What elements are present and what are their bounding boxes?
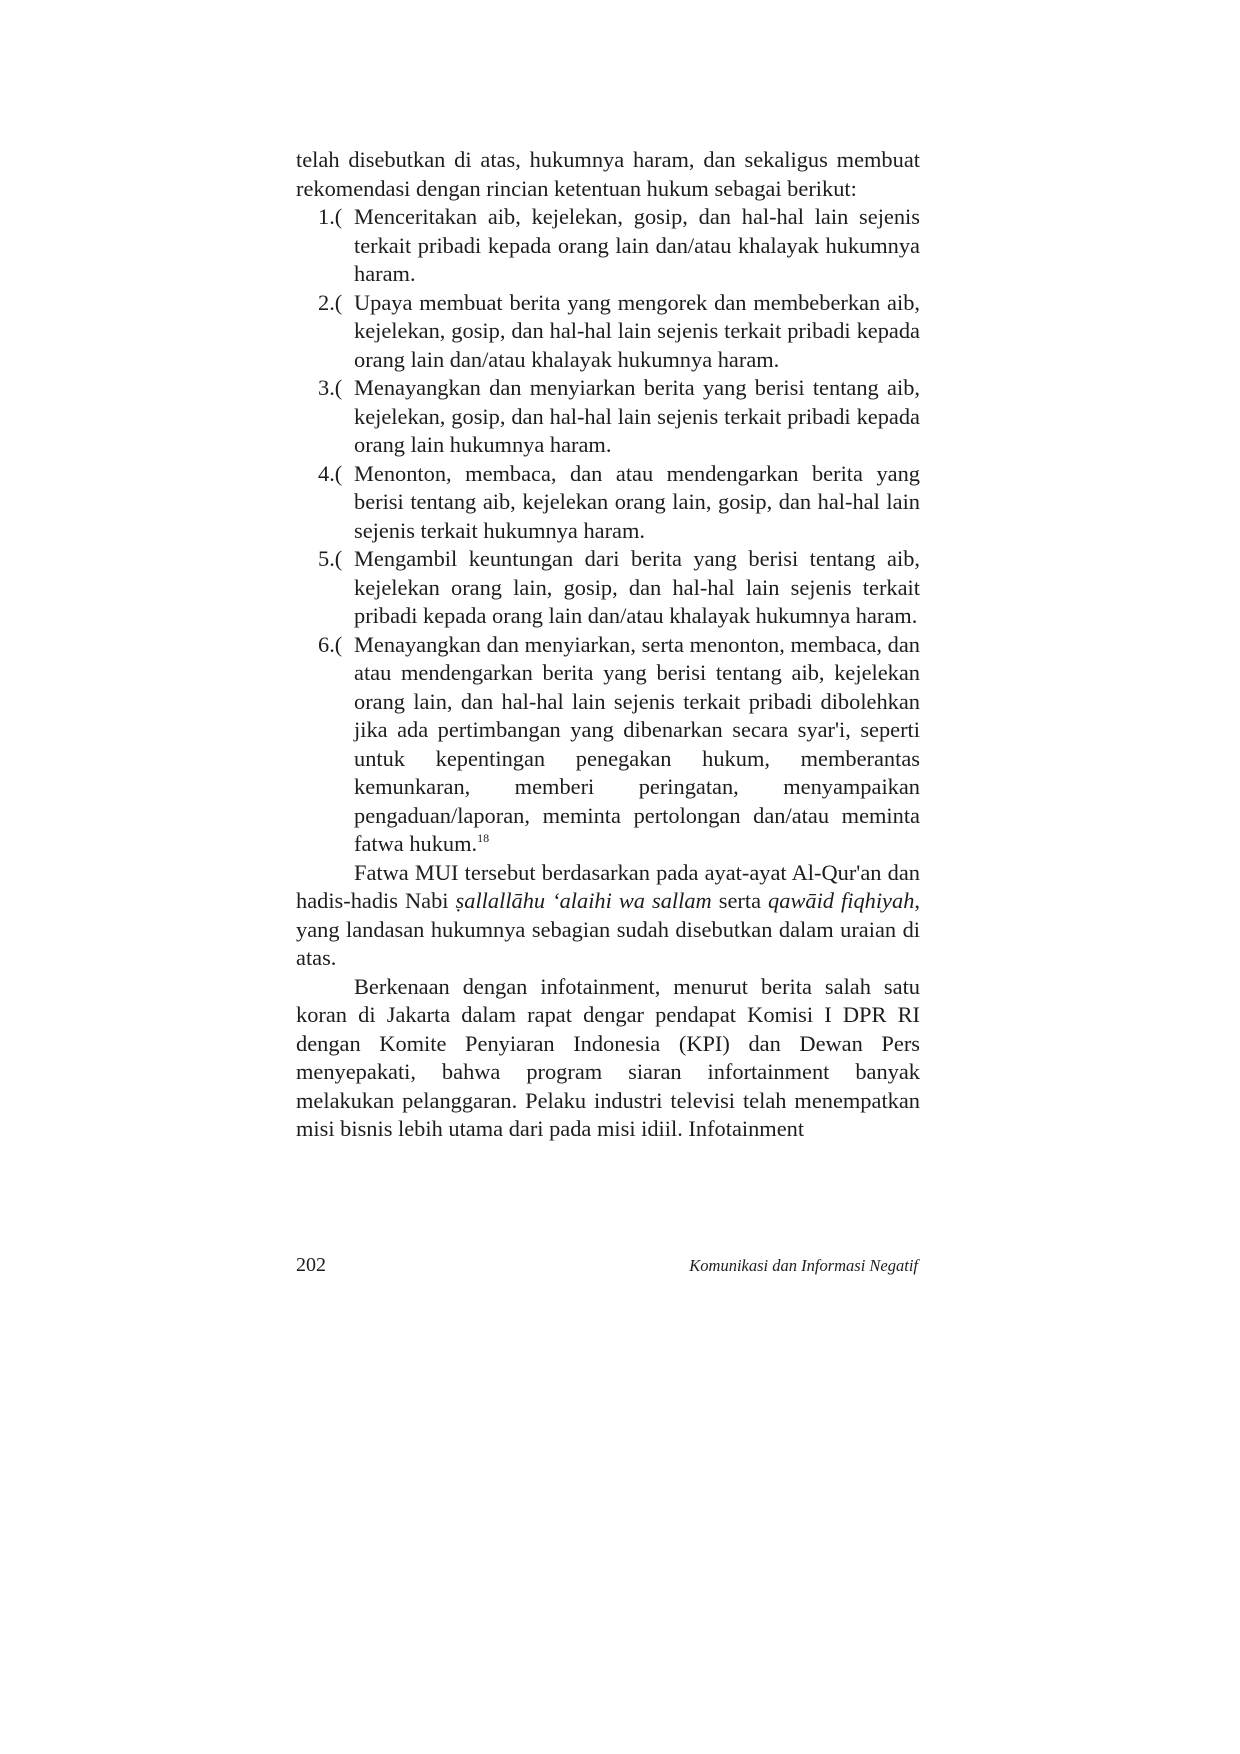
- list-item-text: Menceritakan aib, kejelekan, gosip, dan hal-hal lain sejenis terkait pribadi kepada orang lain dan/atau khalayak hukumnya haram.: [354, 204, 920, 286]
- page-body: [296, 146, 920, 1144]
- list-item-text: Menayangkan dan menyiarkan, serta menonton, membaca, dan atau mendengarkan berita yang berisi tentang aib, kejelekan orang lain, dan hal-hal lain sejenis terkait pribadi dibolehkan jika ada pertimbangan yang dibenarkan secara syar'i, seperti untuk kepentingan penegakan hukum, memberantas kemunkaran, memberi peringatan, menyampaikan pengaduan/laporan, meminta pertolongan dan/atau meminta fatwa hukum.: [354, 631, 920, 856]
- list-item-text: Menonton, membaca, dan atau mendengarkan berita yang berisi tentang aib, kejelekan orang lain, gosip, dan hal-hal lain sejenis terkait hukumnya haram.: [354, 460, 920, 543]
- list-item: [296, 203, 920, 289]
- list-marker: 4.(: [318, 460, 343, 486]
- intro-paragraph: telah disebutkan di atas, hukumnya haram, dan sekaligus membuat rekomendasi dengan rincian ketentuan hukum sebagai berikut:: [296, 147, 920, 201]
- fatwa-basis-paragraph: Fatwa MUI tersebut berdasarkan pada ayat-ayat Al-Qur'an dan hadis-hadis Nabi ṣallallāhu ‘alaihi wa sallam serta qawāid fiqhiyah, yang landasan hukumnya sebagian sudah disebutkan dalam uraian di atas.: [296, 859, 920, 970]
- list-item-text: Mengambil keuntungan dari berita yang berisi tentang aib, kejelekan orang lain, gosip, dan hal-hal lain sejenis terkait pribadi kepada orang lain dan/atau khalayak hukumnya haram.: [354, 546, 920, 628]
- page-footer: [296, 1254, 920, 1284]
- list-item-text: Menayangkan dan menyiarkan berita yang berisi tentang aib, kejelekan, gosip, dan hal-hal lain sejenis terkait pribadi kepada orang lain hukumnya haram.: [354, 375, 920, 457]
- list-marker: 5.(: [318, 546, 343, 571]
- list-item-text: Upaya membuat berita yang mengorek dan membeberkan aib, kejelekan, gosip, dan hal-hal lain sejenis terkait pribadi kepada orang lain dan/atau khalayak hukumnya haram.: [354, 289, 920, 372]
- list-item: [296, 460, 920, 546]
- page-number: 202: [296, 1254, 326, 1276]
- list-item: [296, 289, 920, 375]
- list-marker: 2.(: [318, 289, 343, 315]
- list-marker: 3.(: [318, 375, 343, 400]
- legal-term: qawāid fiqhiyah: [768, 888, 915, 913]
- list-marker: 6.(: [318, 631, 343, 657]
- list-item: [296, 374, 920, 460]
- list-marker: 1.(: [318, 204, 343, 229]
- list-item: [296, 545, 920, 631]
- infotainment-paragraph: Berkenaan dengan infotainment, menurut berita salah satu koran di Jakarta dalam rapat dengar pendapat Komisi I DPR RI dengan Komite Penyiaran Indonesia (KPI) dan Dewan Pers menyepakati, bahwa program siaran infortainment banyak melakukan pelanggaran. Pelaku industri televisi telah menempatkan misi bisnis lebih utama dari pada misi idiil. Infotainment: [296, 973, 920, 1141]
- running-title: Komunikasi dan Informasi Negatif: [689, 1256, 918, 1275]
- fatwa-list: [296, 203, 920, 859]
- footnote-reference[interactable]: 18: [477, 831, 490, 845]
- honorific-phrase: ṣallallāhu ‘alaihi wa sallam: [455, 888, 712, 913]
- list-item: [296, 631, 920, 859]
